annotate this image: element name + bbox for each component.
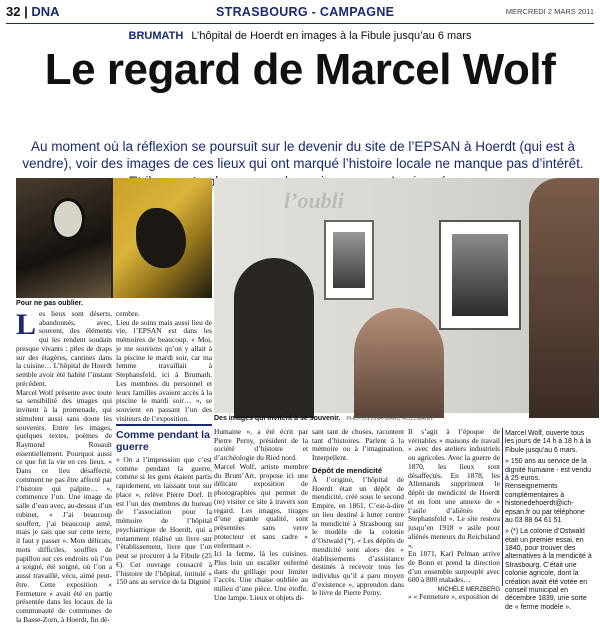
paragraph: sant tant de choses, racontent tant d’histoires. Parlent à la mémoire ou à l’imagination. Interpellent. <box>312 427 404 463</box>
column-divider <box>502 428 503 586</box>
visitor-silhouette <box>234 258 314 418</box>
paragraph: Il s’agit à l’époque de véritables « maisons de travail » avec des ateliers industriels ou agricoles. Avec la guerre de 1870, les lieux sont désaffectés. En 1878, les Allemands suppriment le dépôt de mendicité de Hoerdt et en font une annexe de « l’asile d’aliénés de Stephansfeld ». Le site restera jusqu’en 1918 « asile pour aliénés meneurs du Reichsland ». <box>408 427 500 550</box>
visitor-hand <box>354 308 444 418</box>
paragraph: Lieu de soins mais aussi lieu de vie, l’EPSAN est dans les mémoires de beaucoup. « Moi, je me souviens qu’on y allait à la piscine le mardi soir, car ma femme travaillait à Stephansfeld, ici à Brumath. Les membres du personnel et leurs familles avaient accès à la piscine le mardi soir… », se souvient en passant l’un des visiteurs de l’exposition. <box>116 317 212 423</box>
kicker-place: BRUMATH <box>128 30 184 42</box>
photo-caption: Pour ne pas oublier. <box>16 300 83 307</box>
dateline: MERCREDI 2 MARS 2011 <box>505 7 594 16</box>
photo-credit: PHOTOS DNA-MARC ROLLMANN <box>346 416 433 422</box>
article-column-3 <box>214 427 308 602</box>
caption-text: Des images qui invitent à se souvenir. <box>214 415 341 422</box>
article-column-2-bottom <box>116 456 212 586</box>
paragraph: En 1871, Karl Pelman arrive de Bonn et prend la direction d’un ensemble surpeuplé avec 600 à 800 malades… <box>408 549 500 585</box>
article-column-4 <box>312 427 404 598</box>
painted-face <box>51 198 85 240</box>
photo-caption <box>214 415 433 422</box>
byline: MICHÈLE MERZBERG <box>437 587 500 594</box>
paragraph: À l’origine, l’hôpital de Hoerdt était un dépôt de mendicité, créé sous le second Empire, en 1861. C’est-à-dire un lieu destiné à lutter contre la mendicité à Strasbourg sur le modèle de la colonie d’Ostwald (*). « Les dépôts de mendicité sont alors des « établissements d’assistance destinés à recevoir tous les individus qu’il a paru moyen d’existence », apprendon dans le livre de Pierre Perny. <box>312 474 404 598</box>
brand-logo: DNA <box>31 4 60 19</box>
section-title: STRASBOURG - CAMPAGNE <box>216 5 395 19</box>
sidebar-paragraph: » (*) La colonie d’Ostwald était un premier essai, en 1840, pour trouver des alternatives à la mendicité à Strasbourg. C’était une colonie agricole, dont la création avait été votée en conseil municipal en décembre 1839, une sorte de « ferme modèle ». <box>505 528 592 611</box>
page-number: 32 | DNA <box>6 4 60 19</box>
paragraph: Ici la ferme, là les cuisines. Plus loin un escalier enfermé dans du grillage pour limiter l’accès. Une chaise oubliée au milieu d’une pièce. Une étoffe. Une lampe. Lieux et objets di- <box>214 549 308 602</box>
paragraph: Marcel Wolf présente avec toute sa sensibilité des images qui invitent à la promenade, qui stimulent aussi sans doute les souvenirs. Entre les images, quelques textes, poèmes de Raymond Rouault essentiellement. Pourquoi aussi ce que fut la vie en ces lieux. « Dans ce lieu désaffecté, comment ne pas être affecté par l’histoire qui palpite… », commence l’un. Une image de salle d’eau avec, au-dessus d’un robinet, « J’ai beaucoup souffert, j’ai beaucoup aimé, mais je sais que sur cette terre, il faut y passer ». Mots délicats, mots difficiles, souffles de papillon sur ces endroits où l’on a soigné, été soigné, où l’on a aussi travaillé, vécu, aimé peut-être. Cette exposition « Fermeture » avait été en partie présentée dans les locaux de la communauté de communes de la Basse-Zorn, à Hoerdt, fin dé- <box>16 387 112 624</box>
headline: Le regard de Marcel Wolf <box>44 45 556 94</box>
standfirst: Au moment où la réflexion se poursuit sur le devenir du site de l’EPSAN à Hoerdt (qui est à vendre), voir des images de ces lieux qui ont marqué l’histoire locale ne manque pas d’intérêt. <box>22 139 584 172</box>
framed-photo <box>439 220 521 330</box>
paragraph: « On a l’impression que c’est comme pendant la guerre, comme si les gens étaient partis rapidement, en laissant tout sur place », relève Pierre Dorf. Il est l’un des membres du bureau de l’association pour la mémoire de l’hôpital psychiatrique de Hoerdt, qui a notamment réalisé un livre sur l’établissement, livre que l’on peut se procurer à la Fibule (25 €). Cet ouvrage consacré à l’histoire de l’hôpital, intitulé « 150 ans au service de la Dignité <box>116 455 212 587</box>
paragraph: Marcel Wolf, artiste membre du Brum’Art, propose ici une délicate exposition de photographies qui permet de (re) visiter ce site à travers son regard. Les images, tirages d’une grande qualité, sont présentées sans verre protecteur et sans cadre « enfermant ». <box>214 461 308 550</box>
visitor-face <box>529 178 599 418</box>
photo-paintings <box>16 178 212 298</box>
inline-heading: Dépôt de mendicité <box>312 465 383 475</box>
photo-exhibition <box>214 178 594 413</box>
paragraph: cembre. <box>116 309 140 318</box>
masthead <box>6 4 594 24</box>
subheading: Comme pendant la guerre <box>116 424 212 453</box>
drop-cap: L <box>16 308 37 341</box>
framed-photo <box>324 220 374 300</box>
page-number-value: 32 <box>6 4 21 19</box>
paragraph: » « Fermeture », exposition de <box>408 592 499 602</box>
sidebar-paragraph: Marcel Wolf, ouverte tous les jours de 14 h à 18 h à la Fibule jusqu’au 6 mars. <box>505 430 592 454</box>
wall-lettering: l’oubli <box>284 188 344 213</box>
article-column-1 <box>16 308 112 624</box>
article-column-5 <box>408 427 500 602</box>
kicker <box>0 30 600 42</box>
info-sidebar <box>505 430 594 611</box>
kicker-text: L’hôpital de Hoerdt en images à la Fibule jusqu’au 6 mars <box>191 30 472 42</box>
paragraph: es lieux sont déserts, abandonnés, avec, souvent, des éléments qui les rendent soudain presque vivants : piles de draps sur des étagères, cantines dans la cuisine… L’hôpital de Hoerdt semble avoir été habité l’instant précédent. <box>16 309 112 388</box>
sidebar-paragraph: » 150 ans au service de la dignité humaine - est vendu à 25 euros. Renseignements complémentaires à historiedehoerdt@ich-epsan.fr ou par téléphone au 03 88 64 61 51 <box>505 458 591 524</box>
paragraph: Humaine », a été écrit par Pierre Perny, président de la société d’histoire et d’archéologie du Ried nord. <box>214 427 308 463</box>
article-column-2-top <box>116 309 212 423</box>
